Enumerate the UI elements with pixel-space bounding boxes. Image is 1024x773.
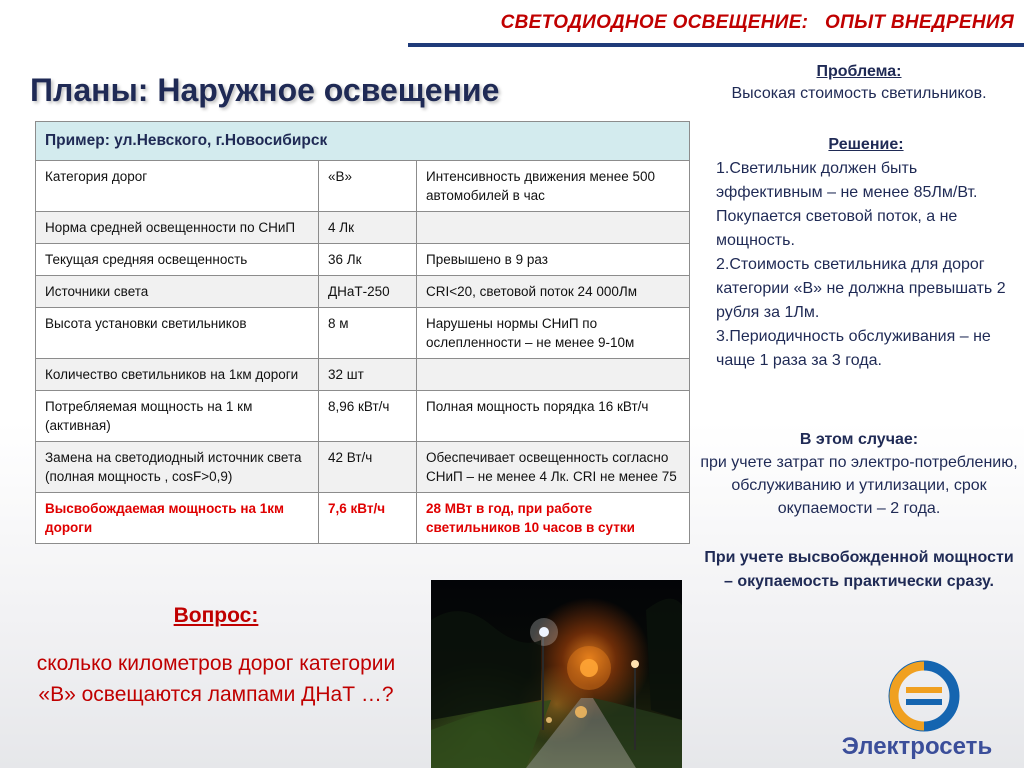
table-header: Пример: ул.Невского, г.Новосибирск xyxy=(36,122,690,161)
table-cell-value: 4 Лк xyxy=(319,212,417,244)
table-row xyxy=(36,442,690,493)
table-cell-param: Высота установки светильников xyxy=(36,308,319,359)
header-divider xyxy=(408,43,1024,47)
street-scene-graphic xyxy=(431,580,682,768)
table-row xyxy=(36,244,690,276)
table-cell-value: «В» xyxy=(319,161,417,212)
table-cell-note: Интенсивность движения менее 500 автомобилей в час xyxy=(417,161,690,212)
question-title: Вопрос: xyxy=(173,604,259,627)
table-row xyxy=(36,161,690,212)
table-row xyxy=(36,308,690,359)
table-cell-note: Нарушены нормы СНиП по ослепленности – не менее 9-10м xyxy=(417,308,690,359)
table-cell-note: Обеспечивает освещенность согласно СНиП – не менее 4 Лк. CRI не менее 75 xyxy=(417,442,690,493)
solution-title: Решение: xyxy=(828,136,904,153)
table-cell-note xyxy=(417,212,690,244)
table-row xyxy=(36,212,690,244)
table-cell-note xyxy=(417,359,690,391)
table-cell-value: 8,96 кВт/ч xyxy=(319,391,417,442)
solution-item: 3.Периодичность обслуживания – не чаще 1 раза за 3 года. xyxy=(716,328,991,369)
solution-item: 2.Стоимость светильника для дорог категории «В» не должна превышать 2 рубля за 1Лм. xyxy=(716,256,1006,321)
table-cell-note: CRI<20, световой поток 24 000Лм xyxy=(417,276,690,308)
table-cell-param: Количество светильников на 1км дороги xyxy=(36,359,319,391)
case-title: В этом случае: xyxy=(799,431,919,448)
table-row xyxy=(36,359,690,391)
problem-text: Высокая стоимость светильников. xyxy=(731,85,987,102)
header-title: СВЕТОДИОДНОЕ ОСВЕЩЕНИЕ: ОПЫТ ВНЕДРЕНИЯ xyxy=(500,12,1014,33)
table-row-highlight xyxy=(36,493,690,544)
table-row xyxy=(36,276,690,308)
table-cell-param: Потребляемая мощность на 1 км (активная) xyxy=(36,391,319,442)
table-cell-param: Текущая средняя освещенность xyxy=(36,244,319,276)
table-cell-value: 8 м xyxy=(319,308,417,359)
electroset-logo-icon xyxy=(810,660,1024,768)
electroset-logo xyxy=(810,660,1024,768)
table-row xyxy=(36,391,690,442)
lighting-plan-table xyxy=(35,121,690,544)
case-text: при учете затрат по электро-потреблению, обслуживанию и утилизации, срок окупаемости – 2 года. xyxy=(700,454,1018,517)
table-cell-param: Норма средней освещенности по СНиП xyxy=(36,212,319,244)
table-cell-param: Высвобождаемая мощность на 1км дороги xyxy=(36,493,319,544)
table-cell-note: Превышено в 9 раз xyxy=(417,244,690,276)
table-cell-param: Категория дорог xyxy=(36,161,319,212)
problem-block xyxy=(700,61,1018,105)
table-cell-value: 42 Вт/ч xyxy=(319,442,417,493)
table-cell-value: 36 Лк xyxy=(319,244,417,276)
solution-item: 1.Светильник должен быть эффективным – не менее 85Лм/Вт. Покупается световой поток, а не мощность. xyxy=(716,160,978,249)
table-header-row xyxy=(36,122,690,161)
table-cell-param: Источники света xyxy=(36,276,319,308)
solution-block xyxy=(716,133,1016,373)
page-title: Планы: Наружное освещение xyxy=(30,72,500,108)
table-cell-value: 7,6 кВт/ч xyxy=(319,493,417,544)
table-cell-value: 32 шт xyxy=(319,359,417,391)
table-cell-param: Замена на светодиодный источник света (полная мощность , cosF>0,9) xyxy=(36,442,319,493)
case-block xyxy=(700,428,1018,520)
conclusion-text: При учете высвобожденной мощности – окупаемость практически сразу. xyxy=(704,549,1014,590)
table-cell-note: Полная мощность порядка 16 кВт/ч xyxy=(417,391,690,442)
question-text: сколько километров дорог категории «В» освещаются лампами ДНаТ …? xyxy=(36,652,396,706)
logo-text: Электросеть xyxy=(841,733,993,760)
table-cell-note: 28 МВт в год, при работе светильников 10 часов в сутки xyxy=(417,493,690,544)
street-night-photo xyxy=(431,580,682,768)
problem-title: Проблема: xyxy=(816,63,902,80)
table-cell-value: ДНаТ-250 xyxy=(319,276,417,308)
